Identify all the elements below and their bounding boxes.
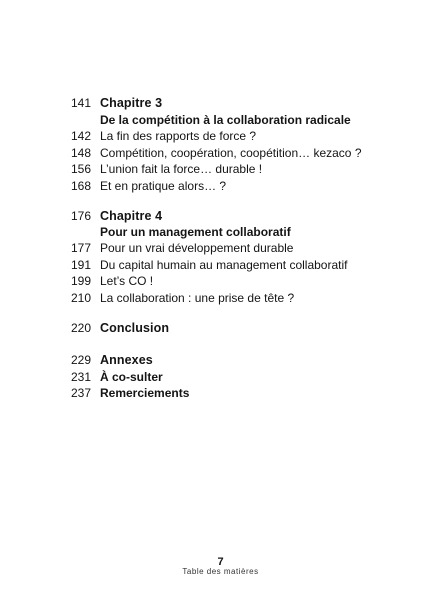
toc-chapter-subtitle: Pour un management collaboratif bbox=[100, 225, 291, 239]
toc-page-number: 231 bbox=[70, 370, 91, 384]
toc-page-number: 142 bbox=[70, 129, 91, 143]
toc-entry bbox=[0, 369, 441, 385]
toc-page-number: 199 bbox=[70, 274, 91, 288]
toc-entry bbox=[0, 257, 441, 273]
toc-page-number: 141 bbox=[70, 96, 91, 110]
toc-page-number: 229 bbox=[70, 353, 91, 367]
toc-entry bbox=[0, 95, 441, 111]
toc-page-number: 168 bbox=[70, 179, 91, 193]
toc-entry bbox=[0, 290, 441, 306]
toc-section-title: Et en pratique alors… ? bbox=[100, 179, 227, 193]
toc-chapter-title: Chapitre 3 bbox=[100, 96, 163, 110]
toc-page-number: 176 bbox=[70, 209, 91, 223]
toc-section-title: Du capital humain au management collaboratif bbox=[100, 258, 348, 272]
toc-entry bbox=[0, 352, 441, 368]
toc-page-number: 148 bbox=[70, 146, 91, 160]
toc-entry bbox=[0, 273, 441, 289]
toc-section-title: Compétition, coopération, coopétition… kezaco ? bbox=[100, 146, 362, 160]
toc-page-number: 156 bbox=[70, 162, 91, 176]
toc-entry bbox=[0, 240, 441, 256]
page-number: 7 bbox=[217, 556, 224, 568]
toc-section-title: La collaboration : une prise de tête ? bbox=[100, 291, 295, 305]
toc-entry bbox=[0, 320, 441, 336]
toc-chapter-title: Conclusion bbox=[100, 321, 170, 335]
toc-chapter-title: Annexes bbox=[100, 353, 153, 367]
toc-page-number: 220 bbox=[70, 321, 91, 335]
running-footer: Table des matières bbox=[182, 567, 259, 576]
toc-section-title: Let’s CO ! bbox=[100, 274, 154, 288]
toc-section-title: La fin des rapports de force ? bbox=[100, 129, 257, 143]
toc-page-number: 210 bbox=[70, 291, 91, 305]
toc-page-number: 237 bbox=[70, 386, 91, 400]
toc-entry bbox=[0, 112, 441, 128]
toc-chapter-subtitle: De la compétition à la collaboration radicale bbox=[100, 113, 351, 127]
toc-section-title: L’union fait la force… durable ! bbox=[100, 162, 263, 176]
toc-section-title: Pour un vrai développement durable bbox=[100, 241, 294, 255]
toc-page-number: 191 bbox=[70, 258, 91, 272]
toc-entry bbox=[0, 128, 441, 144]
toc-page-number: 177 bbox=[70, 241, 91, 255]
toc-section-title: Remerciements bbox=[100, 386, 190, 400]
toc-entry bbox=[0, 161, 441, 177]
toc-section-title: À co-sulter bbox=[100, 370, 163, 384]
toc-chapter-title: Chapitre 4 bbox=[100, 209, 163, 223]
toc-entry bbox=[0, 178, 441, 194]
toc-entry bbox=[0, 385, 441, 401]
toc-entry bbox=[0, 208, 441, 224]
toc-entry bbox=[0, 145, 441, 161]
toc-entry bbox=[0, 224, 441, 240]
